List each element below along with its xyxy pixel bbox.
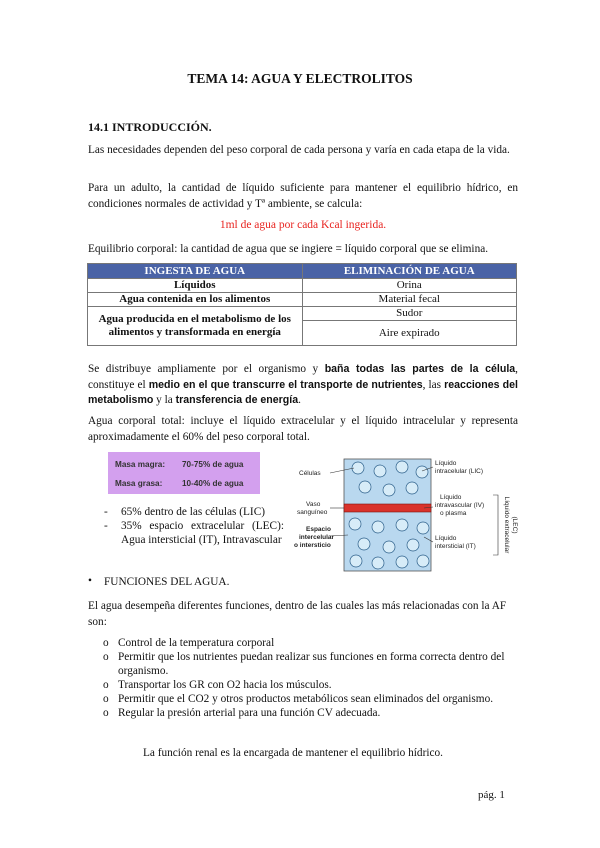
cell-icon	[383, 541, 395, 553]
paragraph-balance: Equilibrio corporal: la cantidad de agua que se ingiere = líquido corporal que se elimina.	[88, 243, 489, 255]
list-item: - 65% dentro de las células (LIC)	[104, 505, 284, 519]
cell-icon	[417, 555, 429, 567]
fluid-compartments-diagram	[292, 455, 527, 577]
list-item	[88, 650, 512, 678]
water-distribution-list	[104, 505, 284, 547]
label-espacio: Espacio	[306, 526, 331, 533]
label-plasma: o plasma	[440, 510, 467, 517]
list-item-text: Permitir que el CO2 y otros productos metabólicos sean eliminados del organismo.	[118, 693, 494, 705]
paragraph-distribution	[88, 362, 518, 409]
cell-icon	[396, 556, 408, 568]
bold-run: baña todas las partes de la célula	[324, 363, 516, 375]
cell-icon	[358, 538, 370, 550]
text-run: Se distribuye ampliamente por el organismo y	[88, 363, 325, 375]
list-item-text: Permitir que los nutrientes puedan realizar sus funciones en forma correcta dentro del organismo.	[118, 651, 505, 677]
cell-icon	[349, 518, 361, 530]
cell-icon	[372, 557, 384, 569]
document-title: TEMA 14: AGUA Y ELECTROLITOS	[187, 71, 413, 86]
list-item-text: Transportar los GR con O2 hacia los músculos.	[118, 679, 332, 691]
label-lic-sub: intracelular (LIC)	[435, 468, 484, 475]
cell-icon	[359, 481, 371, 493]
label-intersticio: o intersticio	[294, 542, 331, 549]
cell-icon	[383, 484, 395, 496]
cell-icon	[396, 461, 408, 473]
circle-bullet-icon: o	[103, 637, 109, 649]
list-item	[88, 692, 512, 706]
body-mass-water-box	[108, 452, 260, 494]
label-it-sub: intersticial (IT)	[435, 543, 476, 550]
paragraph-adult: Para un adulto, la cantidad de líquido suficiente para mantener el equilibrio hídrico, en condiciones normales de actividad y Tª ambiente, se calcula:	[88, 182, 518, 210]
table-cell: Líquidos	[88, 279, 303, 293]
table-cell: Agua contenida en los alimentos	[88, 293, 303, 307]
cell-icon	[396, 519, 408, 531]
section-heading: 14.1 INTRODUCCIÓN.	[88, 120, 212, 134]
bullet-icon: •	[88, 575, 92, 587]
functions-list	[88, 636, 512, 720]
cell-icon	[416, 466, 428, 478]
water-balance-table	[87, 263, 517, 346]
blood-vessel	[344, 504, 431, 512]
lec-bracket	[493, 495, 498, 555]
label-lic: Líquido	[435, 460, 457, 467]
table-header-elimination: ELIMINACIÓN DE AGUA	[302, 264, 517, 279]
functions-heading-text: FUNCIONES DEL AGUA.	[104, 576, 230, 588]
list-item	[88, 636, 512, 650]
table-row	[88, 293, 517, 307]
paragraph-needs: Las necesidades dependen del peso corporal de cada persona y varía en cada etapa de la vida.	[88, 144, 510, 156]
cell-icon	[374, 465, 386, 477]
cell-icon	[406, 482, 418, 494]
table-cell: Agua producida en el metabolismo de los alimentos y transformada en energía	[88, 307, 303, 346]
cell-icon	[372, 521, 384, 533]
closing-statement: La función renal es la encargada de mantener el equilibrio hídrico.	[143, 747, 443, 759]
text-run: , constituye el	[88, 363, 518, 391]
cell-icon	[407, 539, 419, 551]
label-sanguineo: sanguíneo	[297, 509, 328, 516]
magra-value: 70-75% de agua	[182, 460, 244, 469]
cell-icon	[417, 522, 429, 534]
paragraph-functions-intro: El agua desempeña diferentes funciones, dentro de las cuales las más relacionadas con la AF son:	[88, 600, 507, 628]
label-iv: Líquido	[440, 494, 462, 501]
text-run: y la	[153, 394, 176, 406]
grasa-value: 10-40% de agua	[182, 479, 244, 488]
label-it: Líquido	[435, 535, 457, 542]
list-item	[88, 706, 512, 720]
label-lec-sub: (LEC)	[511, 516, 518, 534]
list-item: - 35% espacio extracelular (LEC): Agua intersticial (IT), Intravascular	[104, 519, 284, 547]
label-celulas: Células	[299, 470, 321, 477]
label-iv-sub: intravascular (IV)	[435, 502, 485, 509]
list-item	[88, 678, 512, 692]
list-item-text: Control de la temperatura corporal	[118, 637, 275, 649]
page-number: pág. 1	[478, 789, 505, 801]
bold-run: medio en el que transcurre el transporte de nutrientes	[148, 378, 423, 391]
circle-bullet-icon: o	[103, 693, 109, 705]
label-vaso: Vaso	[306, 501, 321, 508]
bold-run: reacciones del metabolismo	[88, 378, 518, 406]
table-cell: Material fecal	[302, 293, 517, 307]
table-header-intake: INGESTA DE AGUA	[88, 264, 303, 279]
table-cell: Aire expirado	[302, 321, 517, 346]
circle-bullet-icon: o	[103, 707, 109, 719]
bold-run: transferencia de energía	[175, 394, 299, 406]
label-lec: Líquido extracelular	[503, 496, 510, 554]
paragraph-total-water: Agua corporal total: incluye el líquido extracelular y el líquido intracelular y representa aproximadamente el 60% del peso corporal total.	[88, 415, 518, 443]
highlight-rule: 1ml de agua por cada Kcal ingerida.	[219, 219, 387, 231]
table-cell: Sudor	[302, 307, 517, 321]
circle-bullet-icon: o	[103, 651, 109, 663]
circle-bullet-icon: o	[103, 679, 109, 691]
label-intercelular: intercelular	[299, 534, 335, 541]
table-row	[88, 307, 517, 321]
magra-label: Masa magra:	[115, 460, 166, 469]
table-cell: Orina	[302, 279, 517, 293]
text-run: .	[298, 394, 301, 406]
cell-icon	[350, 555, 362, 567]
text-run: , las	[422, 378, 445, 391]
list-item-text: Regular la presión arterial para una función CV adecuada.	[118, 707, 381, 719]
grasa-label: Masa grasa:	[115, 479, 163, 488]
table-row	[88, 279, 517, 293]
